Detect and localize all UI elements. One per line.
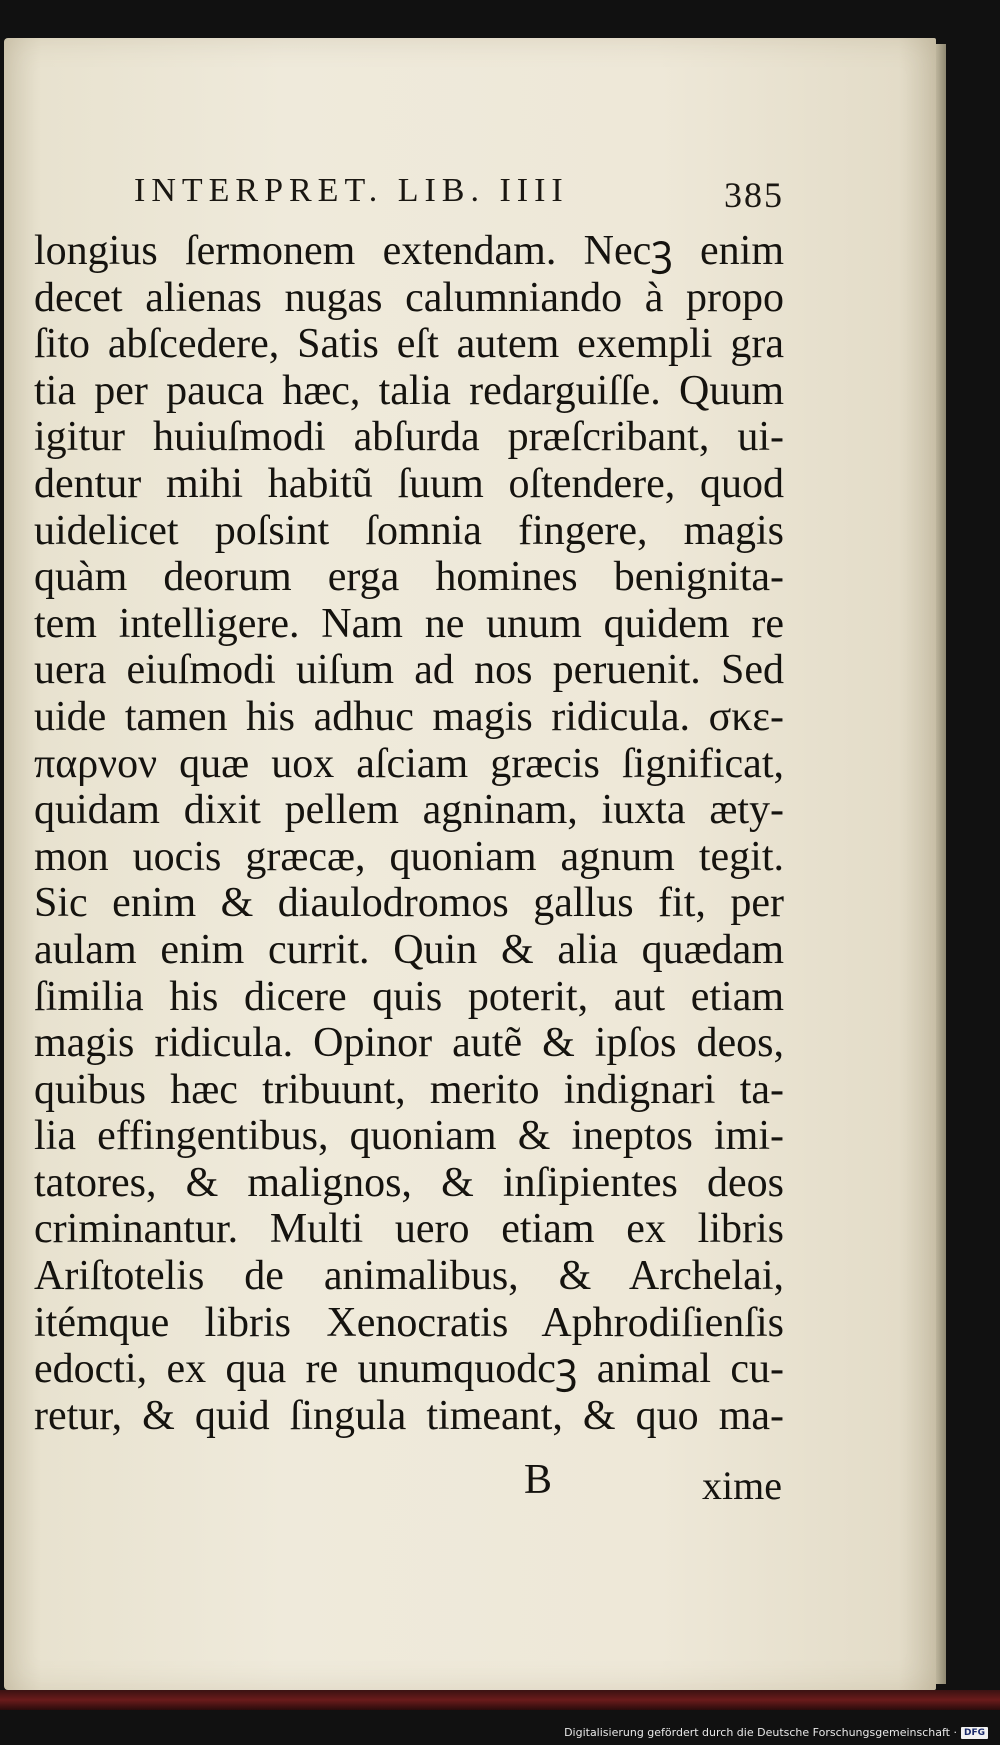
text-line: quibus hæc tribuunt, merito indignari ta- <box>34 1066 784 1113</box>
text-line: itémque libris Xenocratis Aphrodiſienſis <box>34 1299 784 1346</box>
page-number: 385 <box>724 175 784 215</box>
text-line: uidelicet poſsint ſomnia fingere, magis <box>34 507 784 554</box>
page-header <box>134 172 784 222</box>
body-text <box>34 228 784 1439</box>
text-line: ſito abſcedere, Satis eſt autem exempli gra <box>34 321 784 368</box>
text-line: igitur huiuſmodi abſurda præſcribant, ui- <box>34 414 784 461</box>
text-line: Ariſtotelis de animalibus, & Archelai, <box>34 1253 784 1300</box>
text-line: quàm deorum erga homines benignita- <box>34 554 784 601</box>
text-line: ſimilia his dicere quis poterit, aut etiam <box>34 973 784 1020</box>
text-line: παρνον quæ uox aſciam græcis ſignificat, <box>34 740 784 787</box>
digitization-credit <box>564 1726 988 1739</box>
text-line: tatores, & malignos, & inſipientes deos <box>34 1159 784 1206</box>
text-line: uera eiuſmodi uiſum ad nos peruenit. Sed <box>34 647 784 694</box>
signature-mark: B <box>524 1457 553 1503</box>
text-line: retur, & quid ſingula timeant, & quo ma- <box>34 1392 784 1439</box>
text-line: dentur mihi habitũ ſuum oſtendere, quod <box>34 460 784 507</box>
text-line: edocti, ex qua re unumquodcꝫ animal cu- <box>34 1346 784 1393</box>
text-line: quidam dixit pellem agninam, iuxta æty- <box>34 787 784 834</box>
text-line: decet alienas nugas calumniando à propo <box>34 274 784 321</box>
credit-text: Digitalisierung gefördert durch die Deutsche Forschungsgemeinschaft · <box>564 1726 957 1739</box>
text-line: tem intelligere. Nam ne unum quidem re <box>34 600 784 647</box>
text-line: lia effingentibus, quoniam & ineptos imi- <box>34 1113 784 1160</box>
text-line: mon uocis græcæ, quoniam agnum tegit. <box>34 833 784 880</box>
page-edge <box>936 44 946 1684</box>
text-line: magis ridicula. Opinor autẽ & ipſos deos, <box>34 1020 784 1067</box>
running-title: INTERPRET. LIB. IIII <box>134 172 569 209</box>
text-line: longius ſermonem extendam. Necꝫ enim <box>34 228 784 274</box>
text-line: Sic enim & diaulodromos gallus fit, per <box>34 880 784 927</box>
binding-band <box>0 1690 1000 1710</box>
text-line: criminantur. Multi uero etiam ex libris <box>34 1206 784 1253</box>
catchword: xime <box>702 1463 782 1508</box>
dfg-logo-icon: DFG <box>961 1727 988 1739</box>
page-footer <box>34 1456 784 1506</box>
text-line: aulam enim currit. Quin & alia quædam <box>34 926 784 973</box>
text-line: uide tamen his adhuc magis ridicula. σκε- <box>34 693 784 740</box>
text-line: tia per pauca hæc, talia redarguiſſe. Quum <box>34 367 784 414</box>
